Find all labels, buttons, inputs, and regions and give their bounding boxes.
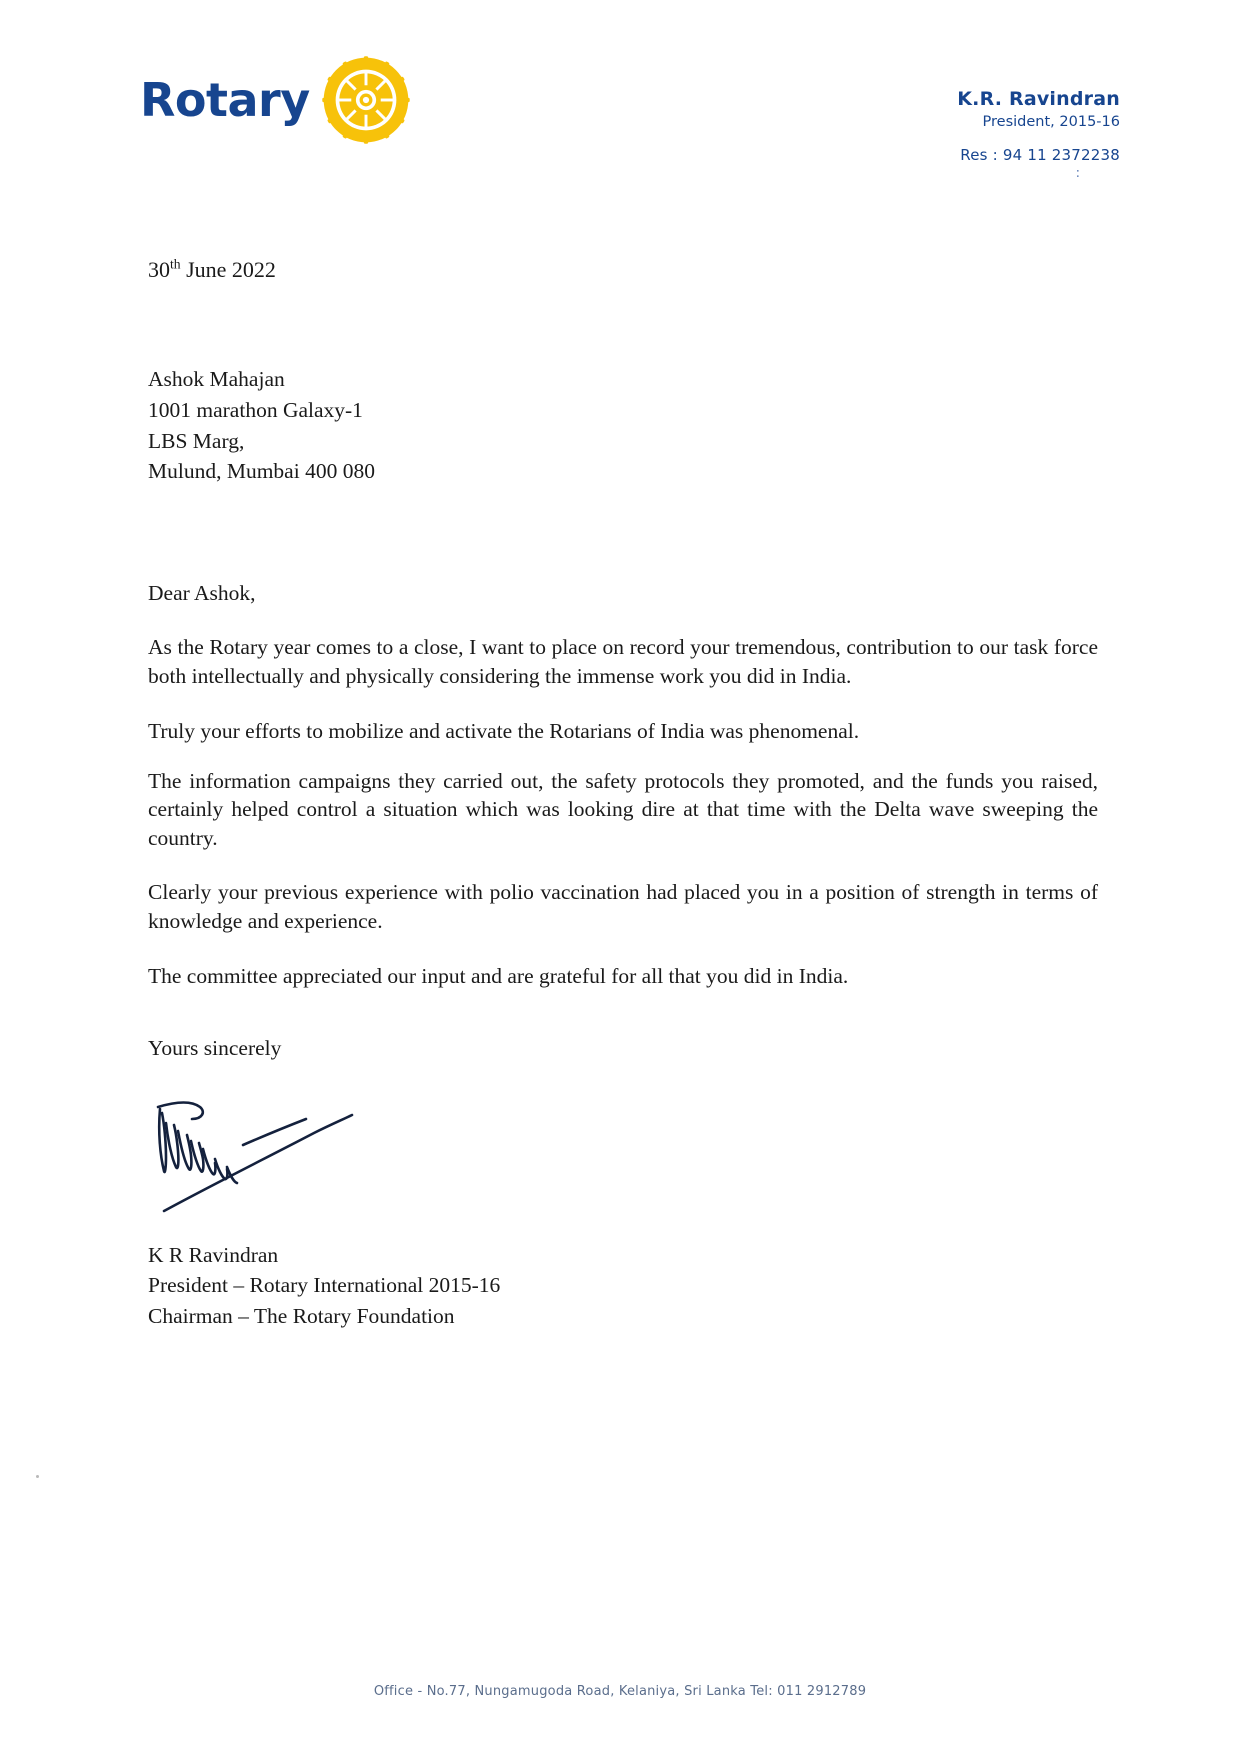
page-footer: Office - No.77, Nungamugoda Road, Kelaniya, Sri Lanka Tel: 011 2912789 [373,1684,867,1699]
recipient-name: Ashok Mahajan [148,367,285,392]
paragraph-1: As the Rotary year comes to a close, I want to place on record your tremendous, contribution to our task force both intellectually and physically considering the immense work you did in India. [148,635,1098,688]
recipient-address-line-3: Mulund, Mumbai 400 080 [148,459,375,484]
recipient-address-line-1: 1001 marathon Galaxy-1 [148,397,363,422]
page-speck [36,1475,39,1478]
date-ordinal-suffix: th [170,256,181,272]
recipient-address-line-2: LBS Marg, [148,428,245,453]
paragraph-4: Clearly your previous experience with polio vaccination had placed you in a position of strength in terms of knowledge and experience. [148,880,1098,933]
signatory-name: K R Ravindran [148,1242,279,1267]
paragraph-3: The information campaigns they carried out, the safety protocols they promoted, and the funds you raised, certainly helped control a situation which was looking dire at that time with the Delta wave sweeping the country. [148,768,1098,850]
president-role: President, 2015-16 [982,113,1120,130]
date-day: 30 [148,257,170,282]
signature-image [148,1071,478,1246]
salutation: Dear Ashok, [148,580,256,605]
signatory-title-2: Chairman – The Rotary Foundation [148,1303,455,1328]
president-contact [957,88,1120,180]
president-phone: Res : 94 11 2372238 [960,145,1120,164]
rotary-wheel-icon [320,54,412,146]
recipient-address [148,364,1098,487]
letter-date [148,255,1098,284]
date-month-year: June 2022 [180,257,276,282]
paragraph-2: Truly your efforts to mobilize and activate the Rotarians of India was phenomenal. [148,718,860,743]
rotary-logo [140,54,412,146]
letter-body [148,255,1098,1331]
letterhead [140,48,1120,188]
rotary-wordmark: Rotary [140,73,310,127]
signatory-block [148,1240,1098,1332]
closing-line: Yours sincerely [148,1036,282,1061]
president-extra-line: : [1075,165,1080,181]
signatory-title-1: President – Rotary International 2015-16 [148,1273,501,1298]
president-name: K.R. Ravindran [957,88,1120,110]
paragraph-5: The committee appreciated our input and are grateful for all that you did in India. [148,963,849,988]
